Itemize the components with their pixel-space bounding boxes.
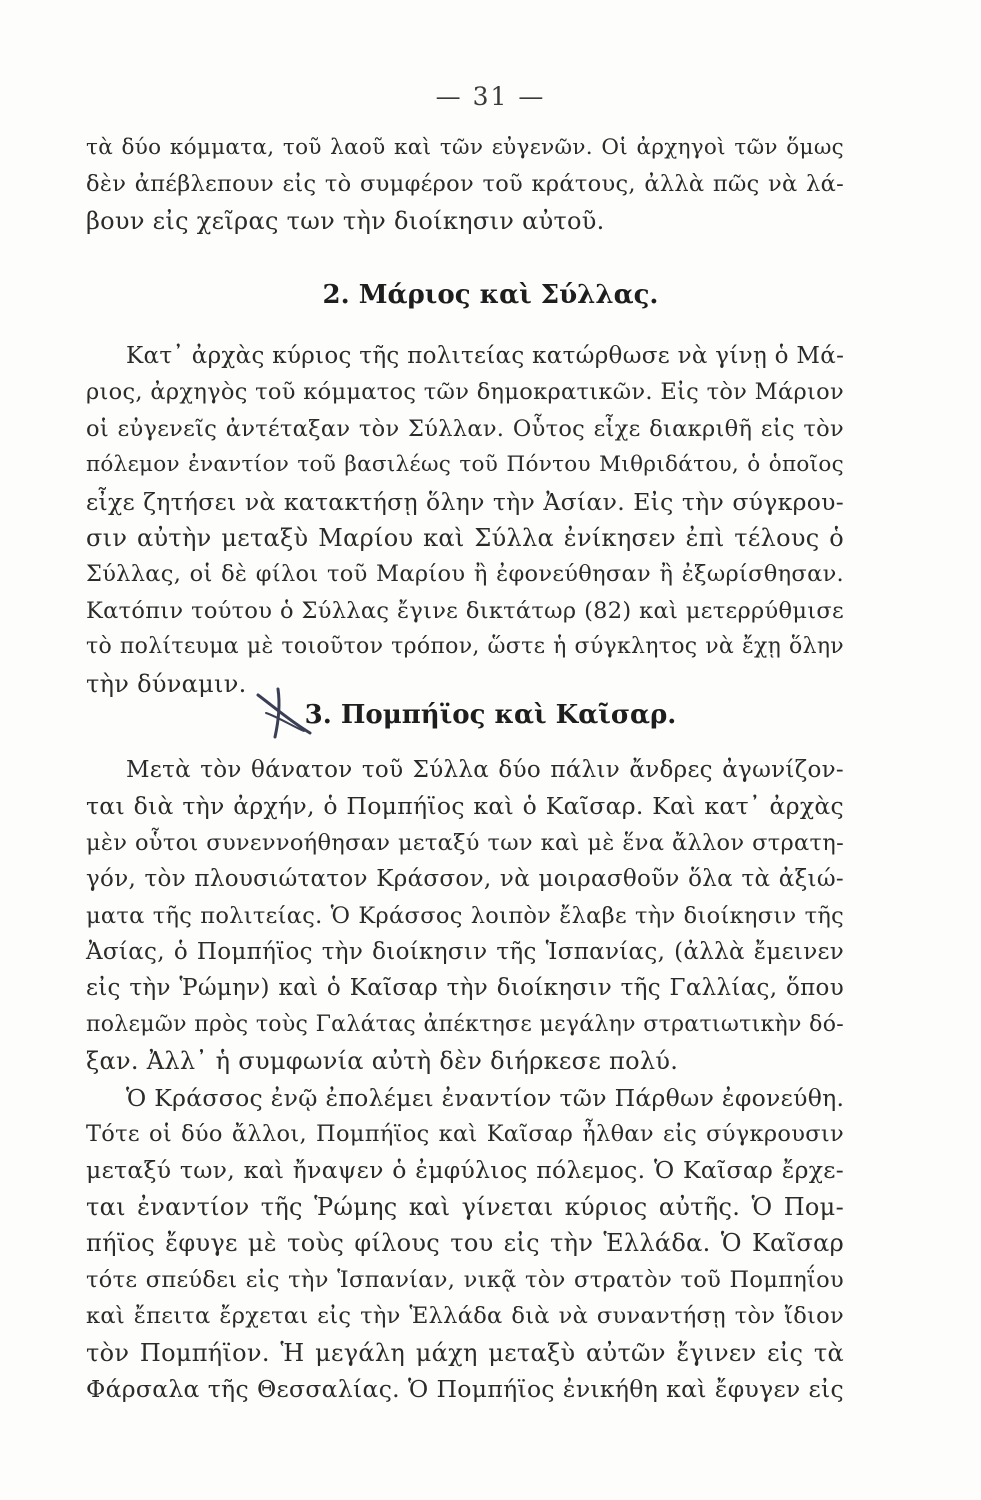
text-line: Ἀσίας, ὁ Πομπήϊος τὴν διοίκησιν τῆς Ἱσπανίας, (ἀλλὰ ἔμεινεν	[86, 939, 844, 966]
page-number: — 31 —	[435, 82, 546, 111]
text-line: τότε σπεύδει εἰς τὴν Ἱσπανίαν, νικᾷ τὸν στρατὸν τοῦ Πομπηΐου	[86, 1266, 844, 1293]
text-line: γόν, τὸν πλουσιώτατον Κράσσον, νὰ μοιρασθοῦν ὅλα τὰ ἀξιώ-	[86, 866, 844, 893]
section-heading-marius-sulla: 2. Μάριος καὶ Σύλλας.	[322, 280, 659, 310]
text-line: τὰ δύο κόμματα, τοῦ λαοῦ καὶ τῶν εὐγενῶν. Οἱ ἀρχηγοὶ τῶν ὅμως	[86, 135, 844, 160]
section-heading-pompey-caesar: 3. Πομπήϊος καὶ Καῖσαρ.	[304, 700, 677, 730]
text-line: τὴν δύναμιν.	[86, 669, 247, 698]
text-line: βουν εἰς χεῖρας των τὴν διοίκησιν αὐτοῦ.	[86, 206, 605, 235]
text-line: ριος, ἀρχηγὸς τοῦ κόμματος τῶν δημοκρατικῶν. Εἰς τὸν Μάριον	[86, 379, 844, 406]
text-line: σιν αὐτὴν μεταξὺ Μαρίου καὶ Σύλλα ἐνίκησεν ἐπὶ τέλους ὁ	[86, 524, 844, 553]
text-line: τὸν Πομπήϊον. Ἡ μεγάλη μάχη μεταξὺ αὐτῶν ἔγινεν εἰς τὰ	[86, 1338, 844, 1367]
text-line: Μετὰ τὸν θάνατον τοῦ Σύλλα δύο πάλιν ἄνδρες ἀγωνίζον-	[126, 757, 844, 783]
text-line: Σύλλας, οἱ δὲ φίλοι τοῦ Μαρίου ἢ ἐφονεύθησαν ἢ ἐξωρίσθησαν.	[86, 561, 844, 588]
text-line: ται διὰ τὴν ἀρχήν, ὁ Πομπήϊος καὶ ὁ Καῖσαρ. Καὶ κατ᾽ ἀρχὰς	[86, 792, 844, 821]
text-line: ται ἐναντίον τῆς Ῥώμης καὶ γίνεται κύριος αὐτῆς. Ὁ Πομ-	[86, 1192, 844, 1221]
text-line: ξαν. Ἀλλ᾽ ἡ συμφωνία αὐτὴ δὲν διήρκεσε πολύ.	[86, 1047, 679, 1076]
text-line: οἱ εὐγενεῖς ἀντέταξαν τὸν Σύλλαν. Οὗτος εἶχε διακριθῆ εἰς τὸν	[86, 415, 844, 442]
text-line: Κατόπιν τούτου ὁ Σύλλας ἔγινε δικτάτωρ (82) καὶ μετερρύθμισε	[86, 597, 844, 624]
text-line: Ὁ Κράσσος ἐνῷ ἐπολέμει ἐναντίον τῶν Πάρθων ἐφονεύθη.	[126, 1083, 845, 1112]
paragraph-marius-sulla	[86, 338, 844, 702]
text-line: εἶχε ζητήσει νὰ κατακτήσῃ ὅλην τὴν Ἀσίαν. Εἰς τὴν σύγκρου-	[86, 487, 844, 516]
text-line: Φάρσαλα τῆς Θεσσαλίας. Ὁ Πομπήϊος ἐνικήθη καὶ ἔφυγεν εἰς	[86, 1374, 844, 1403]
text-line: πολεμῶν πρὸς τοὺς Γαλάτας ἀπέκτησε μεγάλην στρατιωτικὴν δό-	[86, 1011, 844, 1037]
text-line: Τότε οἱ δύο ἄλλοι, Πομπήϊος καὶ Καῖσαρ ἦλθαν εἰς σύγκρουσιν	[86, 1121, 844, 1148]
paragraph-intro	[86, 130, 844, 239]
text-line: εἰς τὴν Ῥώμην) καὶ ὁ Καῖσαρ τὴν διοίκησιν τῆς Γαλλίας, ὅπου	[86, 975, 844, 1002]
text-line: καὶ ἔπειτα ἔρχεται εἰς τὴν Ἑλλάδα διὰ νὰ συναντήσῃ τὸν ἴδιον	[86, 1303, 844, 1330]
text-line: Κατ᾽ ἀρχὰς κύριος τῆς πολιτείας κατώρθωσε νὰ γίνῃ ὁ Μά-	[126, 343, 845, 369]
text-line: πόλεμον ἐναντίον τοῦ βασιλέως τοῦ Πόντου Μιθριδάτου, ὁ ὁποῖος	[86, 452, 844, 478]
text-line: μὲν οὗτοι συνεννοήθησαν μεταξύ των καὶ μὲ ἕνα ἄλλον στρατη-	[86, 829, 844, 856]
text-line: δὲν ἀπέβλεπουν εἰς τὸ συμφέρον τοῦ κράτους, ἀλλὰ πῶς νὰ λά-	[86, 171, 844, 198]
text-line: ματα τῆς πολιτείας. Ὁ Κράσσος λοιπὸν ἔλαβε τὴν διοίκησιν τῆς	[86, 902, 844, 929]
paragraph-pompey-caesar	[86, 752, 844, 1407]
text-line: πήϊος ἔφυγε μὲ τοὺς φίλους του εἰς τὴν Ἑλλάδα. Ὁ Καῖσαρ	[86, 1229, 844, 1258]
text-line: μεταξύ των, καὶ ἤναψεν ὁ ἐμφύλιος πόλεμος. Ὁ Καῖσαρ ἔρχε-	[86, 1156, 844, 1185]
text-line: τὸ πολίτευμα μὲ τοιοῦτον τρόπον, ὥστε ἡ σύγκλητος νὰ ἔχῃ ὅλην	[86, 634, 844, 660]
